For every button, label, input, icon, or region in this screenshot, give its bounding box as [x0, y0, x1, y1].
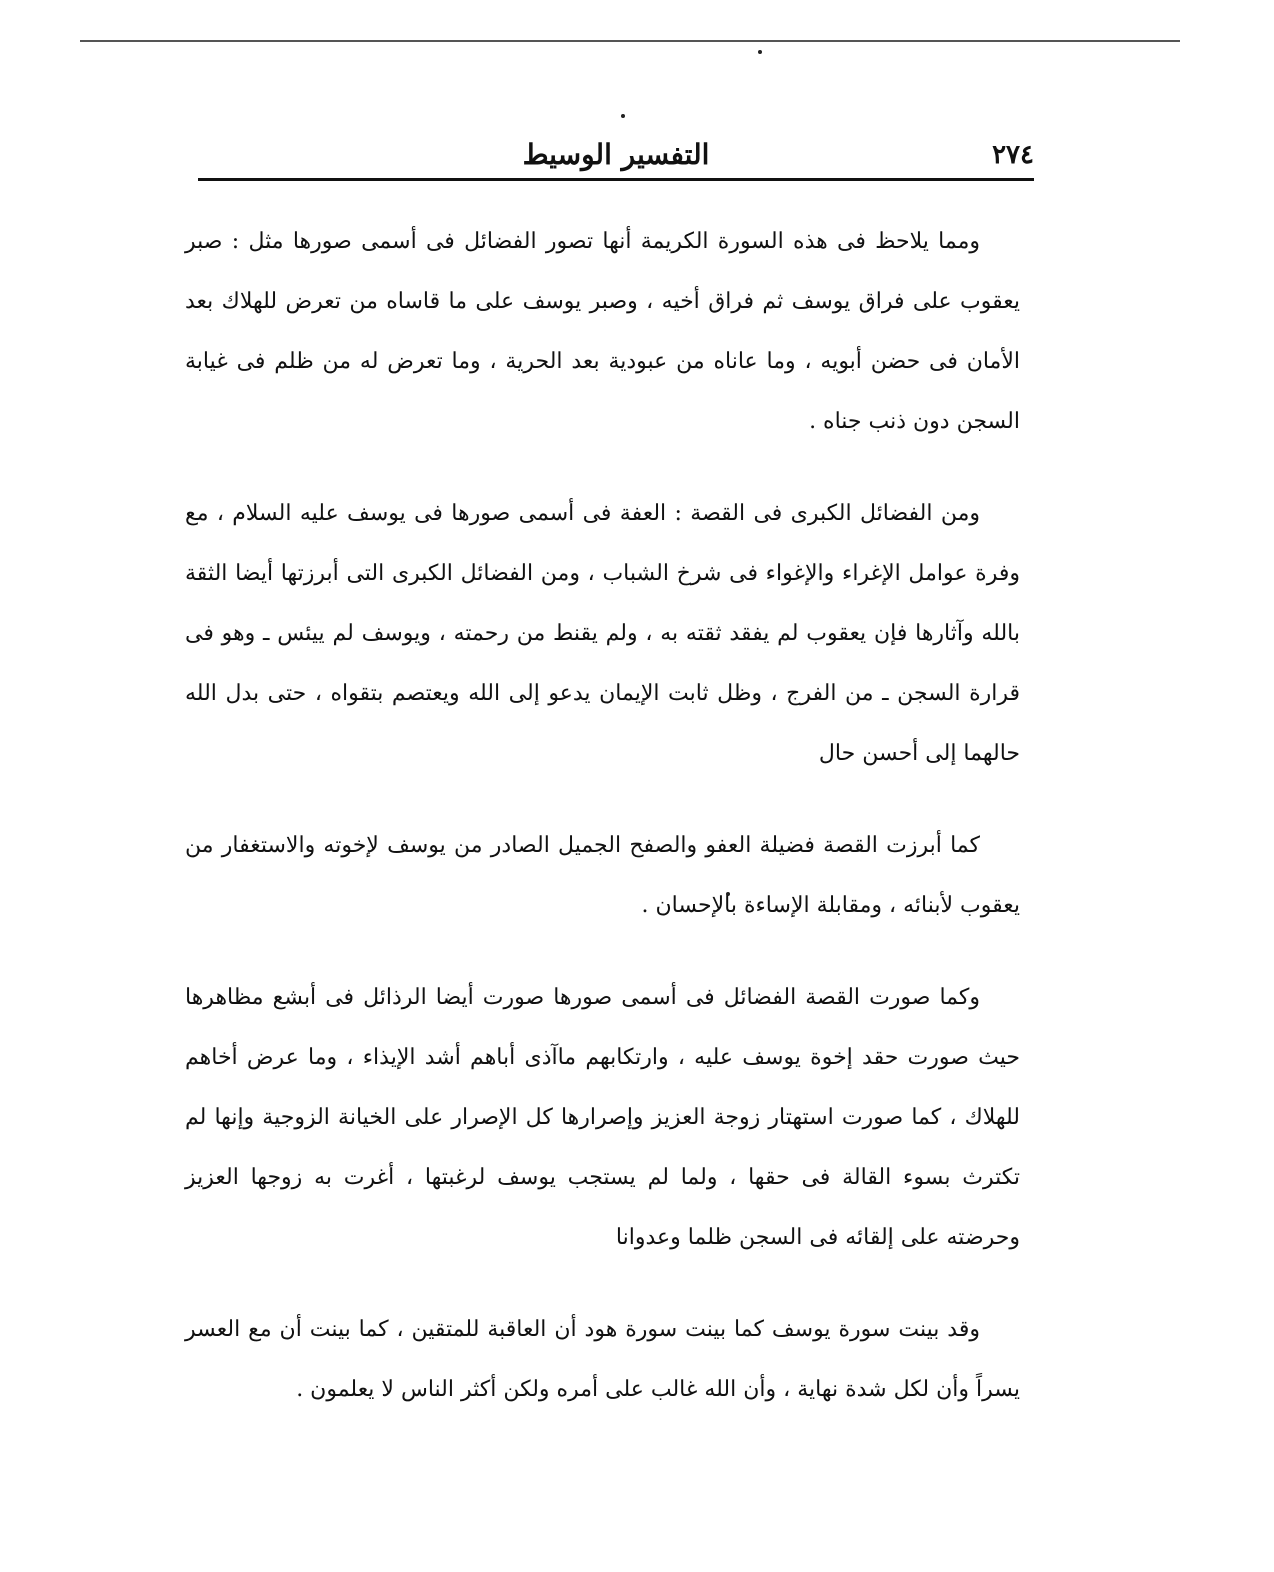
header-rule	[198, 178, 1034, 181]
paragraph: وكما صورت القصة الفضائل فى أسمى صورها صورت أيضا الرذائل فى أبشع مظاهرها حيث صورت حقد إخوة يوسف عليه ، وارتكابهم ماآذى أباهم أشد الإيذاء ، وما عرض أخاهم للهلاك ، كما صورت استهتار زوجة العزيز وإصرارها كل الإصرار على الخيانة الزوجية وإنها لم تكترث بسوء القالة فى حقها ، ولما لم يستجب يوسف لرغبتها ، أغرت به زوجها العزيز وحرضته على إلقائه فى السجن ظلما وعدوانا	[185, 985, 1020, 1250]
paragraph: وقد بينت سورة يوسف كما بينت سورة هود أن العاقبة للمتقين ، كما بينت أن مع العسر يسراً وأن لكل شدة نهاية ، وأن الله غالب على أمره ولكن أكثر الناس لا يعلمون .	[185, 1317, 1020, 1402]
paragraph: ومن الفضائل الكبرى فى القصة : العفة فى أسمى صورها فى يوسف عليه السلام ، مع وفرة عوامل الإغراء والإغواء فى شرخ الشباب ، ومن الفضائل الكبرى التى أبرزتها أيضا الثقة بالله وآثارها فإن يعقوب لم يفقد ثقته به ، ولم يقنط من رحمته ، ويوسف لم ييئس ـ وهو فى قرارة السجن ـ من الفرج ، وظل ثابت الإيمان يدعو إلى الله ويعتصم بتقواه ، حتى بدل الله حالهما إلى أحسن حال	[185, 501, 1020, 766]
page-number: ٢٧٤	[992, 140, 1034, 170]
scan-top-rule	[80, 40, 1180, 42]
scan-speck	[758, 50, 762, 54]
paragraph: كما أبرزت القصة فضيلة العفو والصفح الجميل الصادر من يوسف لإخوته والاستغفار من يعقوب لأبنائه ، ومقابلة الإساءة بالإحسان .	[185, 833, 1020, 918]
page-header	[198, 132, 1034, 176]
paragraph: ومما يلاحظ فى هذه السورة الكريمة أنها تصور الفضائل فى أسمى صورها مثل : صبر يعقوب على فراق يوسف ثم فراق أخيه ، وصبر يوسف على ما قاساه من تعرض للهلاك بعد الأمان فى حضن أبويه ، وما عاناه من عبودية بعد الحرية ، وما تعرض له من ظلم فى غيابة السجن دون ذنب جناه .	[185, 229, 1020, 434]
scan-speck	[621, 114, 625, 118]
body-text	[185, 212, 1020, 1452]
running-title: التفسير الوسيط	[522, 138, 710, 171]
